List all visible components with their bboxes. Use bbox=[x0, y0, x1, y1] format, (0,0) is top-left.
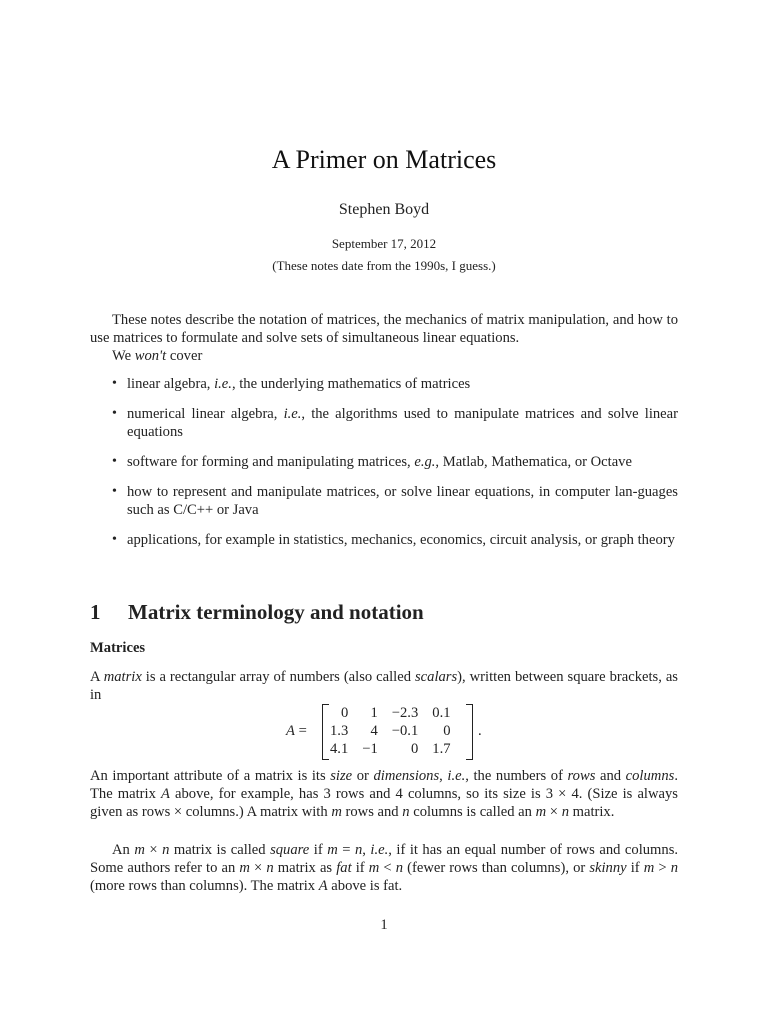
page-number: 1 bbox=[380, 917, 388, 933]
matrix-cell: 0 bbox=[410, 741, 419, 757]
date-note: (These notes date from the 1990s, I guess.) bbox=[272, 258, 496, 273]
list-item: • linear algebra, i.e., the underlying mathematics of matrices bbox=[112, 376, 471, 392]
matrix-cell: 4.1 bbox=[330, 741, 349, 757]
author-name: Stephen Boyd bbox=[338, 201, 430, 218]
matrix-row bbox=[326, 740, 451, 758]
matrix-row bbox=[326, 722, 451, 740]
matrix-entries bbox=[326, 704, 451, 758]
bullet-icon: • bbox=[112, 376, 117, 391]
matrix-cell: 0 bbox=[340, 705, 349, 721]
section-heading bbox=[90, 600, 424, 625]
section-number: 1 bbox=[90, 600, 101, 624]
matrix-cell: 1.7 bbox=[432, 741, 451, 757]
matrix-row bbox=[326, 704, 451, 722]
subsection-heading: Matrices bbox=[90, 640, 146, 656]
list-item: • how to represent and manipulate matrices, or solve linear equations, in computer lan-guages such as C/C++ or Java bbox=[112, 484, 678, 518]
right-bracket bbox=[466, 704, 473, 760]
bullet-icon: • bbox=[112, 454, 117, 469]
matrix-period: . bbox=[478, 723, 482, 739]
matrix-cell: 1 bbox=[370, 705, 378, 721]
exclusion-list bbox=[90, 375, 678, 561]
list-item: • numerical linear algebra, i.e., the algorithms used to manipulate matrices and solve linear equations bbox=[112, 406, 678, 440]
matrix-cell: −1 bbox=[362, 741, 378, 757]
list-item: • applications, for example in statistics, mechanics, economics, circuit analysis, or graph theory bbox=[112, 532, 675, 548]
bullet-icon: • bbox=[112, 406, 117, 421]
bullet-icon: • bbox=[112, 484, 117, 499]
list-item: • software for forming and manipulating matrices, e.g., Matlab, Mathematica, or Octave bbox=[112, 454, 632, 470]
wont-cover-prefix: We bbox=[112, 348, 135, 364]
paper-title: A Primer on Matrices bbox=[271, 145, 497, 174]
matrix-cell: 1.3 bbox=[330, 723, 349, 739]
matrix-cell: 0.1 bbox=[432, 705, 451, 721]
wont-cover-emphasis: won't bbox=[134, 348, 167, 364]
matrix-cell: 4 bbox=[370, 723, 378, 739]
bullet-icon: • bbox=[112, 532, 117, 547]
wont-cover-line bbox=[90, 347, 678, 365]
intro-text: These notes describe the notation of matrices, the mechanics of matrix manipulation, and how to use matrices to formulate and solve sets of simultaneous linear equations. bbox=[90, 312, 678, 346]
matrix-cell: −0.1 bbox=[391, 723, 419, 739]
paper-date: September 17, 2012 bbox=[331, 236, 437, 251]
section-title: Matrix terminology and notation bbox=[128, 600, 424, 624]
size-paragraph: An important attribute of a matrix is its size or dimensions, i.e., the numbers of rows and columns. The matrix A above, for example, has 3 rows and 4 columns, so its size is 3 × 4. (Size is always given as rows × columns.) A matrix with m rows and n columns is called an m × n matrix. bbox=[90, 768, 678, 820]
matrix-definition-paragraph: A matrix is a rectangular array of numbers (also called scalars), written between square brackets, as in bbox=[90, 669, 678, 703]
matrix-lhs: A = bbox=[286, 723, 307, 739]
wont-cover-suffix: cover bbox=[166, 348, 203, 364]
matrix-cell: −2.3 bbox=[391, 705, 419, 721]
matrix-cell: 0 bbox=[443, 723, 451, 739]
intro-paragraph bbox=[90, 311, 678, 347]
square-paragraph: An m × n matrix is called square if m = n, i.e., if it has an equal number of rows and columns. Some authors refer to an m × n matrix as fat if m < n (fewer rows than columns), or skinny if m > n (more rows than columns). The matrix A above is fat. bbox=[90, 842, 679, 894]
